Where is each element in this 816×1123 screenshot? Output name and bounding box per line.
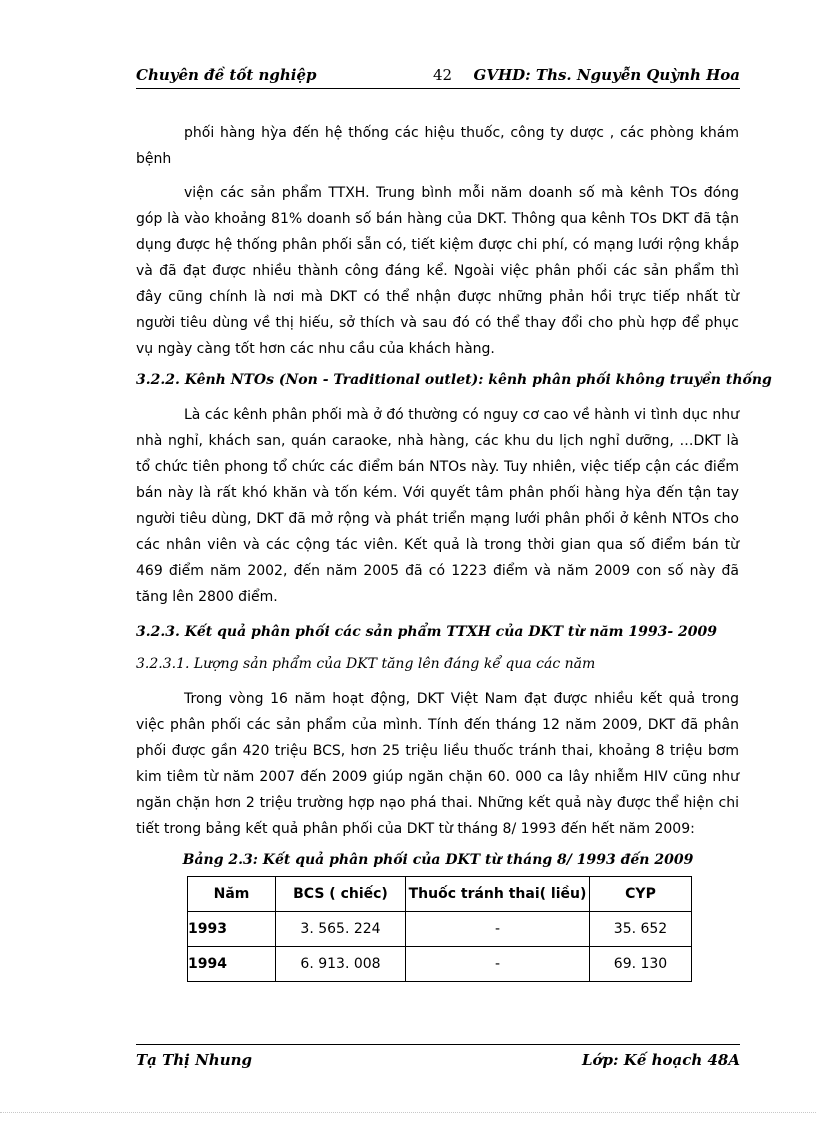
table-cell-contraceptive: - bbox=[406, 947, 590, 982]
column-header-cyp: CYP bbox=[590, 877, 692, 912]
table-row bbox=[188, 912, 692, 947]
page-header bbox=[136, 64, 740, 89]
table-cell-bcs: 3. 565. 224 bbox=[276, 912, 406, 947]
class-name: Lớp: Kế hoạch 48A bbox=[581, 1051, 740, 1069]
supervisor-name: GVHD: Ths. Nguyễn Quỳnh Hoa bbox=[473, 66, 740, 84]
column-header-bcs: BCS ( chiếc) bbox=[276, 877, 406, 912]
page-number: 42 bbox=[433, 66, 453, 84]
page-edge-divider bbox=[0, 1112, 816, 1113]
paragraph-4: Trong vòng 16 năm hoạt động, DKT Việt Nam đạt được nhiều kết quả trong việc phân phối các sản phẩm của mình. Tính đến tháng 12 năm 2009, DKT đã phân phối được gần 420 triệu BCS, hơn 25 triệu liều thuốc tránh thai, khoảng 8 triệu bơm kim tiêm từ năm 2007 đến 2009 giúp ngăn chặn 60. 000 ca lây nhiễm HIV cũng như ngăn chặn hơn 2 triệu trường hợp nạo phá thai. Những kết quả này được thể hiện chi tiết trong bảng kết quả phân phối của DKT từ tháng 8/ 1993 đến hết năm 2009: bbox=[136, 691, 739, 837]
table-cell-contraceptive: - bbox=[406, 912, 590, 947]
paragraph-3: Là các kênh phân phối mà ở đó thường có nguy cơ cao về hành vi tình dục như nhà nghỉ, khách san, quán caraoke, nhà hàng, các khu du lịch nghỉ dưỡng, …DKT là tổ chức tiên phong tổ chức các điểm bán NTOs này. Tuy nhiên, việc tiếp cận các điểm bán này là rất khó khăn và tốn kém. Với quyết tâm phân phối hàng hỳa đến tận tay người tiêu dùng, DKT đã mở rộng và phát triển mạng lưới phân phối ở kênh NTOs cho các nhân viên và các cộng tác viên. Kết quả là trong thời gian qua số điểm bán từ 469 điểm năm 2002, đến năm 2005 đã có 1223 điểm và năm 2009 con số này đã tăng lên 2800 điểm. bbox=[136, 407, 739, 605]
table-cell-cyp: 69. 130 bbox=[590, 947, 692, 982]
column-header-year: Năm bbox=[188, 877, 276, 912]
author-name: Tạ Thị Nhung bbox=[136, 1051, 253, 1069]
table-row bbox=[188, 947, 692, 982]
table-cell-cyp: 35. 652 bbox=[590, 912, 692, 947]
table-cell-year: 1994 bbox=[188, 947, 276, 982]
page-footer bbox=[136, 1044, 740, 1071]
paragraph-1: phối hàng hỳa đến hệ thống các hiệu thuốc, công ty dược , các phòng khám bệnh bbox=[136, 125, 739, 167]
distribution-results-table bbox=[187, 876, 692, 982]
table-header-row bbox=[188, 877, 692, 912]
table-cell-year: 1993 bbox=[188, 912, 276, 947]
document-type: Chuyên đề tốt nghiệp bbox=[136, 66, 317, 84]
table-caption: Bảng 2.3: Kết quả phân phối của DKT từ tháng 8/ 1993 đến 2009 bbox=[182, 852, 694, 868]
column-header-contraceptive: Thuốc tránh thai( liều) bbox=[406, 877, 590, 912]
paragraph-2: viện các sản phẩm TTXH. Trung bình mỗi năm doanh số mà kênh TOs đóng góp là vào khoảng 81% doanh số bán hàng của DKT. Thông qua kênh TOs DKT đã tận dụng được hệ thống phân phối sẵn có, tiết kiệm được chi phí, có mạng lưới rộng khắp và đã đạt được nhiều thành công đáng kể. Ngoài việc phân phối các sản phẩm thì đây cũng chính là nơi mà DKT có thể nhận được những phản hồi trực tiếp nhất từ người tiêu dùng về thị hiếu, sở thích và sau đó có thể thay đổi cho phù hợp để phục vụ ngày càng tốt hơn các nhu cầu của khách hàng. bbox=[136, 185, 739, 357]
subsection-heading-3-2-3-1: 3.2.3.1. Lượng sản phẩm của DKT tăng lên đáng kể qua các năm bbox=[136, 656, 596, 672]
section-heading-3-2-3: 3.2.3. Kết quả phân phối các sản phẩm TTXH của DKT từ năm 1993- 2009 bbox=[136, 624, 717, 640]
section-heading-3-2-2: 3.2.2. Kênh NTOs (Non - Traditional outlet): kênh phân phối không truyền thống bbox=[136, 372, 772, 388]
table-cell-bcs: 6. 913. 008 bbox=[276, 947, 406, 982]
